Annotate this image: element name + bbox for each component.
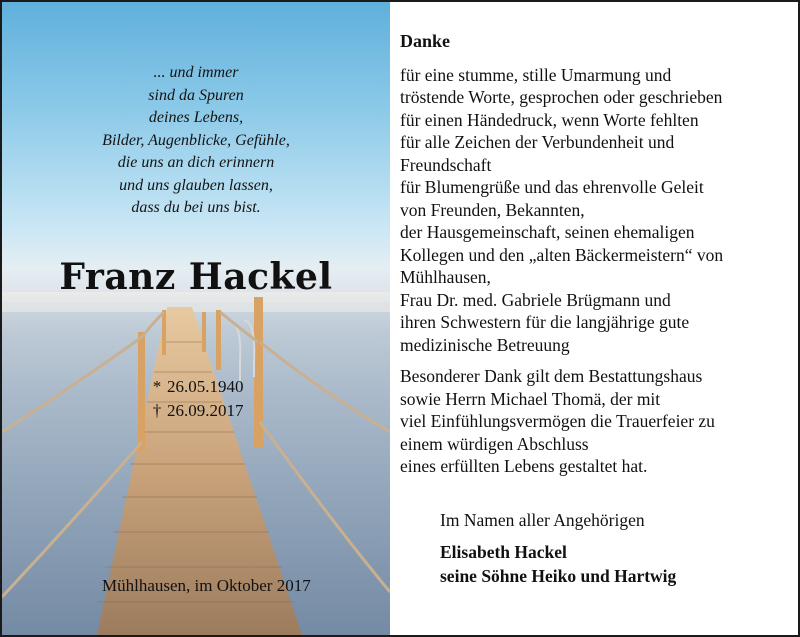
text-line: für Blumengrüße und das ehrenvolle Geleit [400,177,704,197]
signature-name: Elisabeth Hackel [440,542,567,562]
text-line: Freundschaft [400,154,492,175]
text-line: tröstende Worte, gesprochen oder geschrieben [400,87,723,107]
thanks-paragraph-1 [400,64,792,357]
memorial-poem [2,62,390,220]
text-line: eines erfüllten Lebens gestaltet hat. [400,456,648,476]
poem-line: die uns an dich erinnern [117,154,275,171]
signature-name: seine Söhne Heiko und Hartwig [440,566,677,586]
text-line: für alle Zeichen der Verbundenheit und [400,132,675,152]
poem-line: ... und immer [153,64,239,81]
death-line [150,399,244,423]
signature-gap [440,532,676,540]
text-line: der Hausgemeinschaft, seinen ehemaligen [400,222,695,242]
poem-line: deines Lebens, [148,109,244,126]
death-cross-icon: † [152,401,162,420]
signature-intro: Im Namen aller Angehörigen [440,510,645,530]
death-date: 26.09.2017 [167,401,244,420]
poem-line: und uns glauben lassen, [119,176,273,194]
text-line: sowie Herrn Michael Thomä, der mit [400,388,661,409]
text-line: ihren Schwestern für die langjährige gute [400,312,690,332]
birth-line [150,375,244,399]
thanks-text [400,30,792,478]
life-dates [150,375,244,423]
paragraph-gap [400,356,792,365]
birth-star-icon: * [152,377,162,396]
thanks-heading: Danke [400,31,451,51]
place-and-date: Mühlhausen, im Oktober 2017 [102,576,311,595]
text-line: für eine stumme, stille Umarmung und [400,64,672,85]
text-line: Besonderer Dank gilt dem Bestattungshaus [400,366,703,386]
poem-line: Bilder, Augenblicke, Gefühle, [102,131,290,149]
text-line: medizinische Betreuung [400,334,570,355]
thanks-paragraph-2 [400,365,792,478]
text-line: viel Einfühlungsvermögen die Trauerfeier zu [400,411,715,431]
text-line: einem würdigen Abschluss [400,433,589,454]
text-line: Mühlhausen, [400,267,491,287]
poem-line: sind da Spuren [148,86,244,104]
text-line: Kollegen und den „alten Bäckermeistern“ von [400,244,724,265]
birth-date: 26.05.1940 [167,377,244,396]
deceased-name: Franz Hackel [59,256,333,298]
text-line: für einen Händedruck, wenn Worte fehlten [400,109,699,130]
text-line: Frau Dr. med. Gabriele Brügmann und [400,289,671,310]
poem-line: dass du bei uns bist. [131,199,261,216]
text-line: von Freunden, Bekannten, [400,199,585,220]
signature-block [440,508,676,588]
